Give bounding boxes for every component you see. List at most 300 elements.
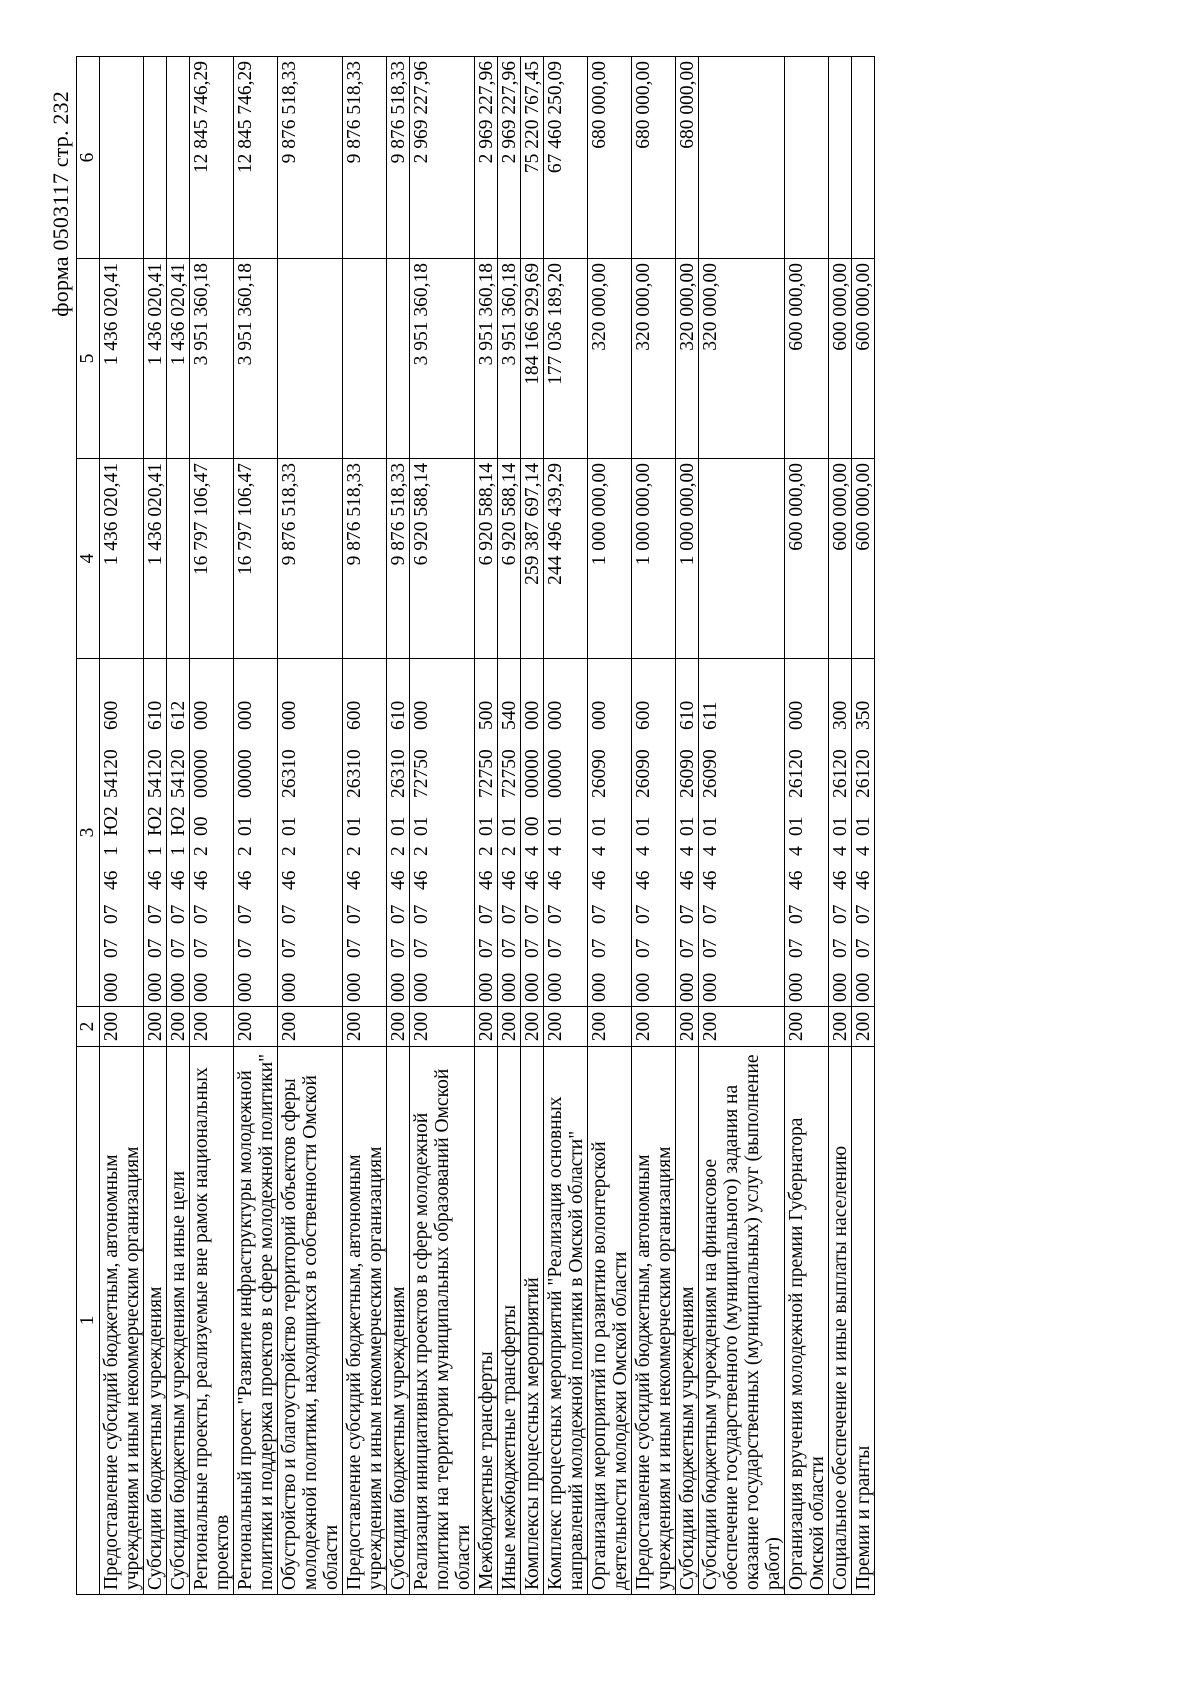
code-segment: 350 bbox=[853, 700, 874, 730]
code-segment: 07 bbox=[853, 904, 874, 924]
row-name: Региональный проект "Развитие инфраструктуры молодежной политики и поддержка проектов в сфере молодежной политики" bbox=[234, 1047, 278, 1595]
table-row bbox=[167, 57, 190, 1595]
row-approved: 9 876 518,33 bbox=[278, 459, 343, 659]
row-name: Предоставление субсидий бюджетным, автономным учреждениям и иным некоммерческим организациям bbox=[632, 1047, 676, 1595]
row-budget-code bbox=[852, 659, 875, 1007]
code-segment: 46 bbox=[168, 870, 189, 890]
code-segment: 000 bbox=[522, 700, 543, 730]
code-segment: 46 bbox=[499, 870, 520, 890]
code-segment: 01 bbox=[235, 816, 256, 836]
code-segment: 01 bbox=[830, 816, 851, 836]
code-segment: 07 bbox=[522, 904, 543, 924]
code-segment: 000 bbox=[589, 700, 610, 730]
code-segment: 46 bbox=[145, 870, 166, 890]
code-segment: 46 bbox=[830, 870, 851, 890]
row-approved: 600 000,00 bbox=[829, 459, 852, 659]
code-segment: 4 bbox=[786, 846, 807, 856]
code-segment: 610 bbox=[677, 700, 698, 730]
row-approved: 1 436 020,41 bbox=[144, 459, 167, 659]
code-segment: 000 bbox=[633, 972, 654, 1002]
code-segment: 000 bbox=[145, 972, 166, 1002]
code-segment: 07 bbox=[476, 904, 497, 924]
table-row bbox=[410, 57, 475, 1595]
code-segment: 46 bbox=[677, 870, 698, 890]
row-budget-code bbox=[278, 659, 343, 1007]
code-segment: 612 bbox=[168, 700, 189, 730]
code-segment: 07 bbox=[499, 904, 520, 924]
code-segment: 2 bbox=[344, 846, 365, 856]
code-segment: 01 bbox=[677, 816, 698, 836]
code-segment: 54120 bbox=[168, 749, 189, 798]
row-line-code: 200 bbox=[829, 1007, 852, 1047]
table-row bbox=[144, 57, 167, 1595]
code-segment: 610 bbox=[388, 700, 409, 730]
code-segment: 611 bbox=[700, 701, 721, 730]
row-unexecuted bbox=[785, 57, 829, 259]
code-segment: 07 bbox=[145, 938, 166, 958]
row-name: Организация вручения молодежной премии Губернатора Омской области bbox=[785, 1047, 829, 1595]
row-name: Реализация инициативных проектов в сфере молодежной политики на территории муниципальных образований Омской области bbox=[410, 1047, 475, 1595]
code-segment: 01 bbox=[589, 816, 610, 836]
code-segment: 46 bbox=[589, 870, 610, 890]
code-segment: 26090 bbox=[633, 749, 654, 798]
code-segment: 07 bbox=[279, 904, 300, 924]
row-approved: 259 387 697,14 bbox=[521, 459, 544, 659]
row-budget-code bbox=[343, 659, 387, 1007]
row-unexecuted bbox=[100, 57, 144, 259]
table-row bbox=[544, 57, 588, 1595]
row-budget-code bbox=[632, 659, 676, 1007]
row-approved bbox=[167, 459, 190, 659]
code-segment: 000 bbox=[101, 972, 122, 1002]
code-segment: 07 bbox=[191, 904, 212, 924]
code-segment: 46 bbox=[191, 870, 212, 890]
code-segment: 4 bbox=[589, 846, 610, 856]
row-budget-code bbox=[387, 659, 410, 1007]
row-name: Социальное обеспечение и иные выплаты населению bbox=[829, 1047, 852, 1595]
code-segment: 610 bbox=[145, 700, 166, 730]
code-segment: 07 bbox=[235, 938, 256, 958]
code-segment: 07 bbox=[700, 938, 721, 958]
code-segment: 07 bbox=[279, 938, 300, 958]
code-segment: 07 bbox=[677, 938, 698, 958]
code-segment: 1 bbox=[168, 846, 189, 856]
code-segment: 4 bbox=[545, 846, 566, 856]
code-segment: 000 bbox=[677, 972, 698, 1002]
row-budget-code bbox=[234, 659, 278, 1007]
row-unexecuted: 680 000,00 bbox=[588, 57, 632, 259]
row-line-code: 200 bbox=[852, 1007, 875, 1047]
row-executed: 320 000,00 bbox=[588, 259, 632, 459]
row-line-code: 200 bbox=[100, 1007, 144, 1047]
code-segment: 4 bbox=[522, 846, 543, 856]
code-segment: 01 bbox=[388, 816, 409, 836]
row-approved: 9 876 518,33 bbox=[343, 459, 387, 659]
row-approved: 600 000,00 bbox=[852, 459, 875, 659]
row-approved: 6 920 588,14 bbox=[475, 459, 498, 659]
row-unexecuted: 2 969 227,96 bbox=[475, 57, 498, 259]
row-executed: 1 436 020,41 bbox=[100, 259, 144, 459]
row-executed: 1 436 020,41 bbox=[144, 259, 167, 459]
code-segment: 07 bbox=[101, 938, 122, 958]
row-budget-code bbox=[785, 659, 829, 1007]
code-segment: 4 bbox=[700, 846, 721, 856]
row-line-code: 200 bbox=[544, 1007, 588, 1047]
code-segment: 26120 bbox=[853, 749, 874, 798]
row-budget-code bbox=[676, 659, 699, 1007]
table-row bbox=[521, 57, 544, 1595]
code-segment: 01 bbox=[344, 816, 365, 836]
code-segment: 46 bbox=[700, 870, 721, 890]
row-budget-code bbox=[190, 659, 234, 1007]
row-name: Субсидии бюджетным учреждениям bbox=[144, 1047, 167, 1595]
code-segment: 000 bbox=[545, 700, 566, 730]
row-unexecuted: 9 876 518,33 bbox=[343, 57, 387, 259]
budget-table bbox=[76, 56, 875, 1595]
code-segment: 01 bbox=[633, 816, 654, 836]
code-segment: 4 bbox=[853, 846, 874, 856]
code-segment: 72750 bbox=[411, 749, 432, 798]
row-budget-code bbox=[410, 659, 475, 1007]
code-segment: 000 bbox=[344, 972, 365, 1002]
row-name: Предоставление субсидий бюджетным, автономным учреждениям и иным некоммерческим организациям bbox=[100, 1047, 144, 1595]
code-segment: 01 bbox=[853, 816, 874, 836]
row-budget-code bbox=[829, 659, 852, 1007]
row-budget-code bbox=[699, 659, 785, 1007]
code-segment: 07 bbox=[388, 938, 409, 958]
code-segment: 26090 bbox=[589, 749, 610, 798]
code-segment: 000 bbox=[411, 700, 432, 730]
code-segment: 07 bbox=[235, 904, 256, 924]
code-segment: 46 bbox=[476, 870, 497, 890]
code-segment: 07 bbox=[168, 938, 189, 958]
code-segment: 000 bbox=[853, 972, 874, 1002]
row-unexecuted bbox=[699, 57, 785, 259]
table-row bbox=[278, 57, 343, 1595]
row-unexecuted bbox=[144, 57, 167, 259]
code-segment: 07 bbox=[411, 938, 432, 958]
row-approved: 1 000 000,00 bbox=[632, 459, 676, 659]
code-segment: 46 bbox=[411, 870, 432, 890]
code-segment: 2 bbox=[411, 846, 432, 856]
code-segment: 000 bbox=[476, 972, 497, 1002]
code-segment: 000 bbox=[545, 972, 566, 1002]
table-row bbox=[190, 57, 234, 1595]
code-segment: 01 bbox=[476, 816, 497, 836]
row-line-code: 200 bbox=[144, 1007, 167, 1047]
row-executed: 3 951 360,18 bbox=[475, 259, 498, 459]
code-segment: 000 bbox=[830, 972, 851, 1002]
code-segment: 00000 bbox=[235, 749, 256, 798]
code-segment: 000 bbox=[411, 972, 432, 1002]
code-segment: 000 bbox=[279, 700, 300, 730]
code-segment: 000 bbox=[589, 972, 610, 1002]
code-segment: 4 bbox=[830, 846, 851, 856]
code-segment: 01 bbox=[700, 816, 721, 836]
table-row bbox=[343, 57, 387, 1595]
row-line-code: 200 bbox=[498, 1007, 521, 1047]
code-segment: 000 bbox=[786, 972, 807, 1002]
code-segment: 000 bbox=[522, 972, 543, 1002]
row-approved: 16 797 106,47 bbox=[234, 459, 278, 659]
row-executed: 600 000,00 bbox=[829, 259, 852, 459]
code-segment: 000 bbox=[168, 972, 189, 1002]
row-approved: 1 000 000,00 bbox=[676, 459, 699, 659]
row-unexecuted: 680 000,00 bbox=[676, 57, 699, 259]
row-budget-code bbox=[475, 659, 498, 1007]
table-row bbox=[852, 57, 875, 1595]
row-unexecuted bbox=[829, 57, 852, 259]
row-name: Иные межбюджетные трансферты bbox=[498, 1047, 521, 1595]
code-segment: 2 bbox=[279, 846, 300, 856]
row-line-code: 200 bbox=[167, 1007, 190, 1047]
code-segment: 07 bbox=[786, 904, 807, 924]
code-segment: 01 bbox=[499, 816, 520, 836]
column-header: 5 bbox=[77, 259, 100, 459]
row-unexecuted bbox=[852, 57, 875, 259]
row-name: Обустройство и благоустройство территорий объектов сферы молодежной политики, находящихся в собственности Омской области bbox=[278, 1047, 343, 1595]
code-segment: 2 bbox=[235, 846, 256, 856]
row-line-code: 200 bbox=[676, 1007, 699, 1047]
row-executed: 3 951 360,18 bbox=[498, 259, 521, 459]
row-approved: 16 797 106,47 bbox=[190, 459, 234, 659]
code-segment: 26120 bbox=[830, 749, 851, 798]
code-segment: 000 bbox=[279, 972, 300, 1002]
code-segment: 600 bbox=[633, 700, 654, 730]
table-row bbox=[475, 57, 498, 1595]
column-header: 6 bbox=[77, 57, 100, 259]
code-segment: 07 bbox=[633, 904, 654, 924]
row-executed: 600 000,00 bbox=[785, 259, 829, 459]
code-segment: 26310 bbox=[279, 749, 300, 798]
row-executed: 184 166 929,69 bbox=[521, 259, 544, 459]
row-executed: 3 951 360,18 bbox=[410, 259, 475, 459]
row-executed: 3 951 360,18 bbox=[234, 259, 278, 459]
code-segment: 1 bbox=[101, 846, 122, 856]
row-budget-code bbox=[100, 659, 144, 1007]
row-name: Межбюджетные трансферты bbox=[475, 1047, 498, 1595]
code-segment: 54120 bbox=[145, 749, 166, 798]
row-budget-code bbox=[144, 659, 167, 1007]
code-segment: 2 bbox=[191, 846, 212, 856]
column-header: 1 bbox=[77, 1047, 100, 1595]
code-segment: 2 bbox=[499, 846, 520, 856]
table-row bbox=[676, 57, 699, 1595]
row-approved: 1 000 000,00 bbox=[588, 459, 632, 659]
code-segment: 00000 bbox=[545, 749, 566, 798]
column-number-row bbox=[77, 57, 100, 1595]
code-segment: 07 bbox=[589, 938, 610, 958]
row-approved: 1 436 020,41 bbox=[100, 459, 144, 659]
row-executed: 3 951 360,18 bbox=[190, 259, 234, 459]
row-unexecuted: 680 000,00 bbox=[632, 57, 676, 259]
form-label: форма 0503117 стр. 232 bbox=[48, 91, 73, 317]
row-name: Премии и гранты bbox=[852, 1047, 875, 1595]
row-budget-code bbox=[521, 659, 544, 1007]
code-segment: 46 bbox=[853, 870, 874, 890]
code-segment: 07 bbox=[344, 938, 365, 958]
rotated-page bbox=[0, 55, 1200, 1625]
row-name: Региональные проекты, реализуемые вне рамок национальных проектов bbox=[190, 1047, 234, 1595]
code-segment: 07 bbox=[101, 904, 122, 924]
row-unexecuted: 75 220 767,45 bbox=[521, 57, 544, 259]
row-executed bbox=[343, 259, 387, 459]
row-line-code: 200 bbox=[387, 1007, 410, 1047]
row-line-code: 200 bbox=[343, 1007, 387, 1047]
code-segment: 46 bbox=[344, 870, 365, 890]
row-name: Субсидии бюджетным учреждениям на финансовое обеспечение государственного (муниципального) задания на оказание государственных (муниципальных) услуг (выполнение работ) bbox=[699, 1047, 785, 1595]
row-approved bbox=[699, 459, 785, 659]
code-segment: 07 bbox=[853, 938, 874, 958]
code-segment: 54120 bbox=[101, 749, 122, 798]
row-budget-code bbox=[498, 659, 521, 1007]
code-segment: 01 bbox=[411, 816, 432, 836]
code-segment: 000 bbox=[235, 972, 256, 1002]
row-unexecuted: 12 845 746,29 bbox=[190, 57, 234, 259]
code-segment: 000 bbox=[499, 972, 520, 1002]
code-segment: 07 bbox=[786, 938, 807, 958]
row-name: Субсидии бюджетным учреждениям bbox=[676, 1047, 699, 1595]
code-segment: 2 bbox=[476, 846, 497, 856]
code-segment: 46 bbox=[388, 870, 409, 890]
row-line-code: 200 bbox=[521, 1007, 544, 1047]
row-line-code: 200 bbox=[278, 1007, 343, 1047]
code-segment: 07 bbox=[499, 938, 520, 958]
table-row bbox=[588, 57, 632, 1595]
code-segment: 07 bbox=[522, 938, 543, 958]
code-segment: 07 bbox=[388, 904, 409, 924]
row-unexecuted: 9 876 518,33 bbox=[387, 57, 410, 259]
table-row bbox=[234, 57, 278, 1595]
row-unexecuted: 2 969 227,96 bbox=[498, 57, 521, 259]
code-segment: 46 bbox=[786, 870, 807, 890]
row-line-code: 200 bbox=[190, 1007, 234, 1047]
code-segment: 46 bbox=[279, 870, 300, 890]
row-budget-code bbox=[588, 659, 632, 1007]
code-segment: 07 bbox=[344, 904, 365, 924]
row-approved: 9 876 518,33 bbox=[387, 459, 410, 659]
row-name: Предоставление субсидий бюджетным, автономным учреждениям и иным некоммерческим организациям bbox=[343, 1047, 387, 1595]
code-segment: 26310 bbox=[388, 749, 409, 798]
row-approved: 600 000,00 bbox=[785, 459, 829, 659]
code-segment: 72750 bbox=[476, 749, 497, 798]
code-segment: Ю2 bbox=[145, 806, 166, 836]
code-segment: 01 bbox=[786, 816, 807, 836]
row-unexecuted: 9 876 518,33 bbox=[278, 57, 343, 259]
code-segment: 01 bbox=[279, 816, 300, 836]
code-segment: 07 bbox=[476, 938, 497, 958]
row-name: Субсидии бюджетным учреждениям bbox=[387, 1047, 410, 1595]
row-line-code: 200 bbox=[475, 1007, 498, 1047]
code-segment: 46 bbox=[235, 870, 256, 890]
code-segment: 07 bbox=[191, 938, 212, 958]
table-body bbox=[100, 57, 875, 1595]
code-segment: 00000 bbox=[522, 749, 543, 798]
row-unexecuted: 12 845 746,29 bbox=[234, 57, 278, 259]
code-segment: 07 bbox=[545, 938, 566, 958]
row-line-code: 200 bbox=[588, 1007, 632, 1047]
code-segment: 000 bbox=[235, 700, 256, 730]
code-segment: 72750 bbox=[499, 749, 520, 798]
code-segment: 46 bbox=[545, 870, 566, 890]
code-segment: 26310 bbox=[344, 749, 365, 798]
row-name: Субсидии бюджетным учреждениям на иные цели bbox=[167, 1047, 190, 1595]
column-header: 2 bbox=[77, 1007, 100, 1047]
code-segment: 4 bbox=[633, 846, 654, 856]
code-segment: 300 bbox=[830, 700, 851, 730]
row-executed: 320 000,00 bbox=[632, 259, 676, 459]
row-line-code: 200 bbox=[234, 1007, 278, 1047]
code-segment: 07 bbox=[633, 938, 654, 958]
code-segment: 000 bbox=[388, 972, 409, 1002]
code-segment: 600 bbox=[344, 700, 365, 730]
table-row bbox=[387, 57, 410, 1595]
row-executed: 320 000,00 bbox=[699, 259, 785, 459]
row-unexecuted bbox=[167, 57, 190, 259]
column-header: 4 bbox=[77, 459, 100, 659]
row-line-code: 200 bbox=[410, 1007, 475, 1047]
row-unexecuted: 67 460 250,09 bbox=[544, 57, 588, 259]
row-executed bbox=[387, 259, 410, 459]
code-segment: 07 bbox=[411, 904, 432, 924]
code-segment: 26120 bbox=[786, 749, 807, 798]
code-segment: 1 bbox=[145, 846, 166, 856]
column-header: 3 bbox=[77, 659, 100, 1007]
code-segment: 26090 bbox=[677, 749, 698, 798]
row-name: Комплекс процессных мероприятий "Реализация основных направлений молодежной политики в Омской области" bbox=[544, 1047, 588, 1595]
code-segment: 46 bbox=[633, 870, 654, 890]
row-approved: 6 920 588,14 bbox=[410, 459, 475, 659]
code-segment: 500 bbox=[476, 700, 497, 730]
row-line-code: 200 bbox=[785, 1007, 829, 1047]
code-segment: 46 bbox=[101, 870, 122, 890]
code-segment: 000 bbox=[700, 972, 721, 1002]
code-segment: 01 bbox=[545, 816, 566, 836]
code-segment: 26090 bbox=[700, 749, 721, 798]
code-segment: 600 bbox=[101, 700, 122, 730]
table-row bbox=[699, 57, 785, 1595]
code-segment: 540 bbox=[499, 700, 520, 730]
code-segment: 000 bbox=[191, 972, 212, 1002]
code-segment: 000 bbox=[786, 700, 807, 730]
code-segment: 00000 bbox=[191, 749, 212, 798]
code-segment: 07 bbox=[589, 904, 610, 924]
code-segment: 2 bbox=[388, 846, 409, 856]
code-segment: 07 bbox=[145, 904, 166, 924]
row-executed: 177 036 189,20 bbox=[544, 259, 588, 459]
code-segment: 000 bbox=[191, 700, 212, 730]
row-budget-code bbox=[544, 659, 588, 1007]
code-segment: 00 bbox=[522, 816, 543, 836]
row-approved: 6 920 588,14 bbox=[498, 459, 521, 659]
row-budget-code bbox=[167, 659, 190, 1007]
table-row bbox=[100, 57, 144, 1595]
row-name: Организация мероприятий по развитию волонтерской деятельности молодежи Омской области bbox=[588, 1047, 632, 1595]
code-segment: 07 bbox=[168, 904, 189, 924]
code-segment: 07 bbox=[700, 904, 721, 924]
row-executed bbox=[278, 259, 343, 459]
row-executed: 1 436 020,41 bbox=[167, 259, 190, 459]
code-segment: 07 bbox=[677, 904, 698, 924]
code-segment: 07 bbox=[830, 904, 851, 924]
code-segment: 07 bbox=[545, 904, 566, 924]
code-segment: Ю2 bbox=[168, 806, 189, 836]
row-executed: 320 000,00 bbox=[676, 259, 699, 459]
table-row bbox=[829, 57, 852, 1595]
row-approved: 244 496 439,29 bbox=[544, 459, 588, 659]
code-segment: 4 bbox=[677, 846, 698, 856]
code-segment: 07 bbox=[830, 938, 851, 958]
